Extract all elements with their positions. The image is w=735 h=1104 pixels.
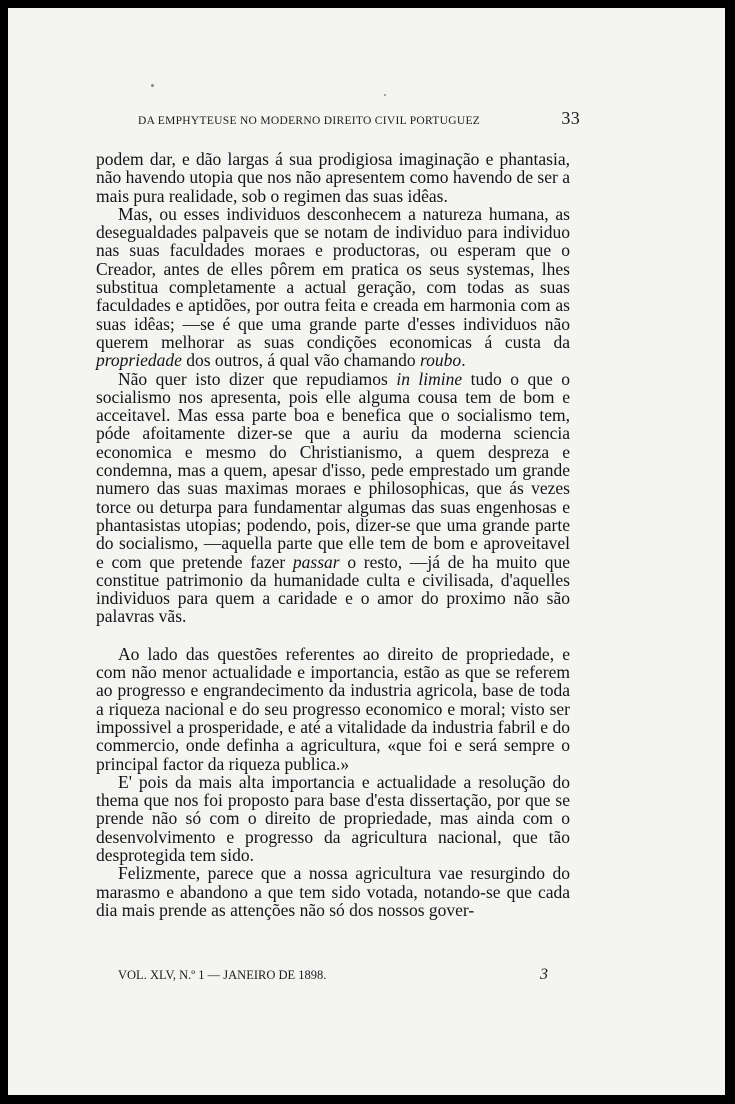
paragraph (96, 370, 570, 626)
ink-speck (151, 84, 154, 87)
italic-term: passar (292, 551, 340, 572)
paragraph: E' pois da mais alta importancia e actualidade a resolução do thema que nos foi proposto para base d'esta dissertação, por que se prende não só com o direito de propriedade, mas ainda com o desenvolvimento e progresso da agricultura nacional, que tão desprotegida tem sido. (96, 771, 570, 865)
text-run: o resto, —já de ha muito que constitue patrimonio da humanidade culta e civilisada, d'aquelles individuos para quem a caridade e o amor do proximo não são palavras vãs. (96, 551, 570, 627)
paragraph: Ao lado das questões referentes ao direito de propriedade, e com não menor actualidade e importancia, estão as que se referem ao progresso e engrandecimento da industria agricola, base de toda a riqueza nacional e do seu progresso economico e moral; visto ser impossivel a prosperidade, e até a vitalidade da industria fabril e do commercio, onde definha a agricultura, «que foi e será sempre o principal factor da riqueza publica.» (96, 643, 570, 774)
volume-line: VOL. XLV, N.º 1 — JANEIRO DE 1898. (118, 968, 327, 982)
italic-term: in limine (396, 368, 463, 389)
running-header (138, 108, 580, 129)
running-title: DA EMPHYTEUSE NO MODERNO DIREITO CIVIL PORTUGUEZ (138, 115, 481, 127)
italic-term: roubo (420, 350, 462, 371)
text-run: dos outros, á qual vão chamando (181, 350, 421, 371)
paragraph: Felizmente, parece que a nossa agricultura vae resurgindo do marasmo e abandono a que tem sido votada, notando-se que cada dia mais prende as attenções não só dos nossos gover- (96, 863, 570, 920)
document-page (8, 8, 725, 1095)
paragraph: podem dar, e dão largas á sua prodigiosa imaginação e phantasia, não havendo utopia que nos não apresentem como havendo de ser a mais pura realidade, sob o regimen das suas idêas. (96, 149, 570, 206)
page-footer (118, 966, 548, 984)
ink-speck (384, 94, 386, 96)
text-run: . (461, 350, 466, 371)
text-run: tudo o que o socialismo nos apresenta, pois elle alguma cousa tem de bom e acceitavel. Mas essa parte boa e benefica que o socialismo tem, póde afoitamente dizer-se que a auriu da moderna sciencia economica e mesmo do Christianismo, a quem despreza e condemna, mas a quem, apesar d'isso, pede emprestado um grande numero das suas maximas moraes e philosophicas, que ás vezes torce ou deturpa para fundamentar algumas das suas engenhosas e phantasistas utopias; podendo, pois, dizer-se que uma grande parte do socialismo, —aquella parte que elle tem de bom e aproveitavel e com que pretende fazer (96, 368, 570, 572)
text-run: Não quer isto dizer que repudiamos (118, 368, 397, 389)
italic-term: propriedade (96, 350, 182, 371)
paragraph (96, 205, 570, 370)
text-run: Mas, ou esses individuos desconhecem a natureza humana, as desegualdades palpaveis que se notam de individuo para individuo nas suas faculdades moraes e productoras, ou esperam que o Creador, antes de elles pôrem em pratica os seus systemas, lhes substitua completamente a actual geração, com todas as suas faculdades e aptidões, por outra feita e creada em harmonia com as suas idêas; —se é que uma grande parte d'esses individuos não querem melhorar as suas condições economicas á custa da (96, 203, 570, 352)
page-number: 33 (561, 108, 580, 128)
signature-mark: 3 (540, 966, 548, 983)
body-text (96, 150, 570, 919)
